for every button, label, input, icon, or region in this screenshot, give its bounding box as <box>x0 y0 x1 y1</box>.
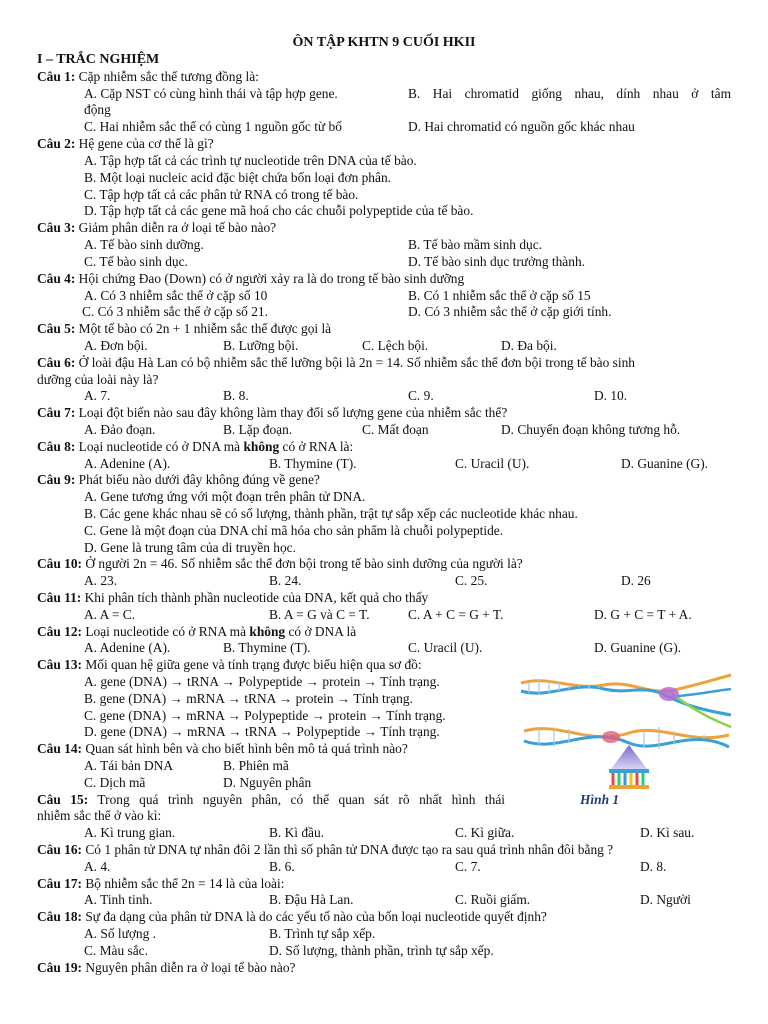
question-text-continued: dưỡng của loài này là? <box>37 372 159 387</box>
question-17 <box>37 876 284 892</box>
option-c: C. A + C = G + T. <box>408 607 504 622</box>
option-c: C. Có 3 nhiễm sắc thể ở cặp số 21. <box>82 304 268 319</box>
question-text: Mối quan hệ giữa gene và tính trạng được biểu hiện qua sơ đồ: <box>82 657 422 672</box>
question-text: Quan sát hình bên và cho biết hình bên mô tả quá trình nào? <box>82 741 408 756</box>
question-3 <box>37 220 276 236</box>
option-b: B. Phiên mã <box>223 758 289 773</box>
question-8 <box>37 439 353 455</box>
question-label: Câu 15: <box>37 792 89 807</box>
option-b-continued: động <box>84 102 111 117</box>
question-19 <box>37 960 295 976</box>
option-d: D. Guanine (G). <box>621 456 709 471</box>
option-c: C. Màu sắc. <box>84 943 148 958</box>
option-d: D. 26 <box>621 573 651 588</box>
question-16 <box>37 842 613 858</box>
option-a: A. Tế bào sinh dưỡng. <box>84 237 204 252</box>
question-10 <box>37 556 523 572</box>
option-b: B. Các gene khác nhau sẽ có số lượng, thành phần, trật tự sắp xếp các nucleotide khác nhau. <box>84 506 578 521</box>
option-b: B. Thymine (T). <box>269 456 357 471</box>
option-b: B. A = G và C = T. <box>269 607 370 622</box>
option-d: D. Kì sau. <box>640 825 695 840</box>
question-9 <box>37 472 320 488</box>
option-a: A. Tập hợp tất cả các trình tự nucleotide trên DNA của tế bào. <box>84 153 417 168</box>
option-d: D. Guanine (G). <box>594 640 682 655</box>
question-label: Câu 3: <box>37 220 76 235</box>
page-title: ÔN TẬP KHTN 9 CUỐI HKII <box>292 35 476 50</box>
question-text: Giảm phân diễn ra ở loại tế bào nào? <box>75 220 277 235</box>
option-d: D. Đa bội. <box>501 338 557 353</box>
option-b: B. Một loại nucleic acid đặc biệt chứa bốn loại đơn phân. <box>84 170 391 185</box>
question-text: Khi phân tích thành phần nucleotide của DNA, kết quả cho thấy <box>81 590 429 605</box>
question-label: Câu 14: <box>37 741 83 756</box>
option-d: D. Hai chromatid có nguồn gốc khác nhau <box>408 119 635 134</box>
option-c: C. 7. <box>455 859 481 874</box>
question-label: Câu 7: <box>37 405 76 420</box>
option-b: B. 24. <box>269 573 302 588</box>
question-label: Câu 5: <box>37 321 76 336</box>
question-text: Một tế bào có 2n + 1 nhiễm sắc thể được gọi là <box>75 321 332 336</box>
dna-replication-figure <box>519 661 733 789</box>
option-a: A. gene (DNA) → tRNA → Polypeptide → protein → Tính trạng. <box>84 674 440 689</box>
question-text: Trong quá trình nguyên phân, có thể quan sát rõ nhất hình thái <box>88 792 505 807</box>
option-d: D. Số lượng, thành phần, trình tự sắp xếp. <box>269 943 494 958</box>
emphasis-word: không <box>249 624 286 639</box>
question-text: Hội chứng Đao (Down) có ở người xảy ra là do trong tế bào sinh dưỡng <box>75 271 465 286</box>
question-18 <box>37 909 547 925</box>
question-text: Có 1 phân tử DNA tự nhân đôi 2 lần thì số phân tử DNA được tạo ra sau quá trình nhân đôi bằng ? <box>82 842 614 857</box>
question-13 <box>37 657 422 673</box>
option-b: B. gene (DNA) → mRNA → tRNA → protein → Tính trạng. <box>84 691 413 706</box>
question-6 <box>37 355 635 371</box>
option-a: A. Đảo đoạn. <box>84 422 156 437</box>
question-label: Câu 9: <box>37 472 76 487</box>
question-15 <box>37 792 505 808</box>
question-12 <box>37 624 356 640</box>
option-c: C. Uracil (U). <box>408 640 483 655</box>
option-a: A. 7. <box>84 388 111 403</box>
figure-caption: Hình 1 <box>580 792 620 807</box>
question-text-end: có ở DNA là <box>285 624 357 639</box>
option-b: B. Hai chromatid giống nhau, dính nhau ở tâm <box>408 86 731 101</box>
question-text: Nguyên phân diễn ra ở loại tế bào nào? <box>82 960 296 975</box>
question-text: Bộ nhiễm sắc thể 2n = 14 là của loài: <box>82 876 285 891</box>
option-c: C. gene (DNA) → mRNA → Polypeptide → protein → Tính trạng. <box>84 708 446 723</box>
question-text: Cặp nhiễm sắc thể tương đồng là: <box>75 69 259 84</box>
option-b: B. Đậu Hà Lan. <box>269 892 354 907</box>
question-label: Câu 16: <box>37 842 83 857</box>
option-d: D. gene (DNA) → mRNA → tRNA → Polypeptide → Tính trạng. <box>84 724 440 739</box>
question-text: Hệ gene của cơ thể là gì? <box>75 136 214 151</box>
option-b: B. Lặp đoạn. <box>223 422 293 437</box>
question-label: Câu 1: <box>37 69 76 84</box>
question-4 <box>37 271 464 287</box>
question-7 <box>37 405 507 421</box>
question-label: Câu 13: <box>37 657 83 672</box>
option-c: C. Dịch mã <box>84 775 146 790</box>
option-b: B. Có 1 nhiễm sắc thể ở cặp số 15 <box>408 288 591 303</box>
question-5 <box>37 321 331 337</box>
option-b: B. Tế bào mầm sinh dục. <box>408 237 543 252</box>
option-d: D. Gene là trung tâm của di truyền học. <box>84 540 296 555</box>
option-d: D. Người <box>640 892 691 907</box>
option-d: D. 10. <box>594 388 628 403</box>
option-c: C. Gene là một đoạn của DNA chỉ mã hóa cho sản phẩm là chuỗi polypeptide. <box>84 523 504 538</box>
option-c: C. Uracil (U). <box>455 456 530 471</box>
question-label: Câu 18: <box>37 909 83 924</box>
option-b: B. 8. <box>223 388 249 403</box>
question-label: Câu 19: <box>37 960 83 975</box>
question-text: Ở loài đậu Hà Lan có bộ nhiễm sắc thể lưỡng bội là 2n = 14. Số nhiễm sắc thể đơn bội trong tế bào sinh <box>75 355 635 370</box>
option-d: D. G + C = T + A. <box>594 607 692 622</box>
option-b: B. Kì đầu. <box>269 825 325 840</box>
question-text: Loại nucleotide có ở DNA mà <box>75 439 244 454</box>
option-a: A. A = C. <box>84 607 136 622</box>
question-label: Câu 6: <box>37 355 76 370</box>
option-d: D. Có 3 nhiễm sắc thể ở cặp giới tính. <box>408 304 612 319</box>
question-1 <box>37 69 259 85</box>
option-c: C. Ruồi giấm. <box>455 892 531 907</box>
option-a: A. Tinh tinh. <box>84 892 153 907</box>
question-label: Câu 12: <box>37 624 83 639</box>
emphasis-word: không <box>243 439 280 454</box>
question-label: Câu 2: <box>37 136 76 151</box>
question-text-continued: nhiễm sắc thể ở vào kì: <box>37 808 162 823</box>
option-d: D. Tế bào sinh dục trưởng thành. <box>408 254 585 269</box>
question-text: Loại đột biến nào sau đây không làm thay đổi số lượng gene của nhiễm sắc thể? <box>75 405 508 420</box>
option-a: A. Tái bản DNA <box>84 758 174 773</box>
option-d: D. Chuyển đoạn không tương hỗ. <box>501 422 681 437</box>
question-text: Loại nucleotide có ở RNA mà <box>82 624 250 639</box>
option-c: C. Kì giữa. <box>455 825 515 840</box>
option-c: C. Lệch bội. <box>362 338 429 353</box>
option-a: A. 23. <box>84 573 118 588</box>
option-c: C. 9. <box>408 388 434 403</box>
question-text: Ở người 2n = 46. Số nhiễm sắc thể đơn bội trong tế bào sinh dưỡng của người là? <box>82 556 523 571</box>
question-11 <box>37 590 428 606</box>
question-text: Phát biểu nào dưới đây không đúng về gene? <box>75 472 320 487</box>
option-b: B. Thymine (T). <box>223 640 311 655</box>
option-a: A. Cặp NST có cùng hình thái và tập hợp gene. <box>84 86 338 101</box>
section-heading: I – TRẮC NGHIỆM <box>37 52 160 67</box>
option-b: B. Trình tự sắp xếp. <box>269 926 376 941</box>
option-a: A. Gene tương ứng với một đoạn trên phân tử DNA. <box>84 489 366 504</box>
option-d: D. Nguyên phân <box>223 775 312 790</box>
option-a: A. Số lượng . <box>84 926 157 941</box>
option-c: C. Mất đoạn <box>362 422 429 437</box>
question-label: Câu 17: <box>37 876 83 891</box>
option-a: A. Kì trung gian. <box>84 825 176 840</box>
option-a: A. Adenine (A). <box>84 456 171 471</box>
option-d: D. Tập hợp tất cả các gene mã hoá cho các chuỗi polypeptide của tế bào. <box>84 203 474 218</box>
option-c: C. Tế bào sinh dục. <box>84 254 188 269</box>
question-text-end: có ở RNA là: <box>279 439 354 454</box>
question-label: Câu 10: <box>37 556 83 571</box>
option-c: C. 25. <box>455 573 488 588</box>
option-a: A. 4. <box>84 859 111 874</box>
option-b: B. Lưỡng bội. <box>223 338 299 353</box>
option-b: B. 6. <box>269 859 295 874</box>
question-2 <box>37 136 214 152</box>
question-14 <box>37 741 408 757</box>
option-c: C. Tập hợp tất cả các phân tử RNA có trong tế bào. <box>84 187 359 202</box>
question-text: Sự đa dạng của phân tử DNA là do các yếu tố nào của bốn loại nucleotide quyết định? <box>82 909 547 924</box>
question-label: Câu 4: <box>37 271 76 286</box>
option-a: A. Có 3 nhiễm sắc thể ở cặp số 10 <box>84 288 268 303</box>
option-d: D. 8. <box>640 859 667 874</box>
option-a: A. Đơn bội. <box>84 338 148 353</box>
question-label: Câu 8: <box>37 439 76 454</box>
option-c: C. Hai nhiễm sắc thể có cùng 1 nguồn gốc từ bố <box>84 119 342 134</box>
question-label: Câu 11: <box>37 590 82 605</box>
option-a: A. Adenine (A). <box>84 640 171 655</box>
